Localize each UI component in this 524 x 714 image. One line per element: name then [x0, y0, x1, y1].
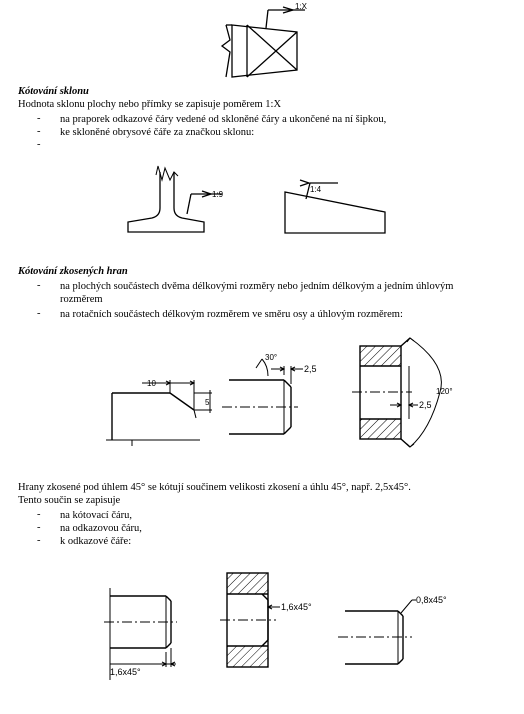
- dim-label-0-8x45: 0,8x45°: [416, 595, 447, 605]
- dim-label-30deg: 30°: [265, 353, 278, 362]
- hrany-item-1-cont: rozměrem: [60, 294, 103, 305]
- list-dash: -: [37, 139, 41, 150]
- dim-label-5: 5: [205, 398, 210, 407]
- dim-label-2-5-hole: 2,5: [419, 400, 432, 410]
- list-dash: -: [37, 280, 41, 291]
- hrany-item-2: na rotačních součástech délkovým rozměrem ve směru osy a úhlovým rozměrem:: [60, 309, 403, 320]
- slope-label-19: 1:9: [212, 190, 224, 199]
- heading-kotovani-zkosenych-hran: Kótování zkosených hran: [18, 266, 128, 277]
- heading-kotovani-sklonu: Kótování sklonu: [18, 86, 89, 97]
- dim-label-2-5-shaft: 2,5: [304, 364, 317, 374]
- sklon-item-2: ke skloněné obrysové čáře za značkou sklonu:: [60, 127, 255, 138]
- dim-label-1-6x45-dimline: 1,6x45°: [110, 667, 141, 677]
- zkoseni-item-3: k odkazové čáře:: [60, 536, 132, 547]
- zkoseni-item-2: na odkazovou čáru,: [60, 523, 142, 534]
- dim-label-120deg: 120°: [436, 387, 453, 396]
- sklon-intro: Hodnota sklonu plochy nebo přímky se zapisuje poměrem 1:X: [18, 99, 282, 110]
- zkoseni-line-2: Tento součin se zapisuje: [18, 495, 121, 506]
- slope-label-14: 1:4: [310, 185, 322, 194]
- list-dash: -: [37, 509, 41, 520]
- dim-label-1-6x45-leader: 1,6x45°: [281, 602, 312, 612]
- slope-label-top: 1:X: [295, 2, 308, 11]
- list-dash: -: [37, 535, 41, 546]
- dim-label-10: 10: [147, 379, 156, 388]
- list-dash: -: [37, 308, 41, 319]
- zkoseni-line-1: Hrany zkosené pod úhlem 45° se kótují součinem velikosti zkosení a úhlu 45°, např. 2,5x45°.: [18, 482, 411, 493]
- list-dash: -: [37, 126, 41, 137]
- list-dash: -: [37, 113, 41, 124]
- hrany-item-1: na plochých součástech dvěma délkovými rozměry nebo jedním délkovým a jedním úhlovým: [60, 281, 454, 292]
- list-dash: -: [37, 522, 41, 533]
- sklon-item-1: na praporek odkazové čáry vedené od skloněné čáry a ukončené na ní šipkou,: [60, 114, 387, 125]
- zkoseni-item-1: na kótovací čáru,: [60, 510, 133, 521]
